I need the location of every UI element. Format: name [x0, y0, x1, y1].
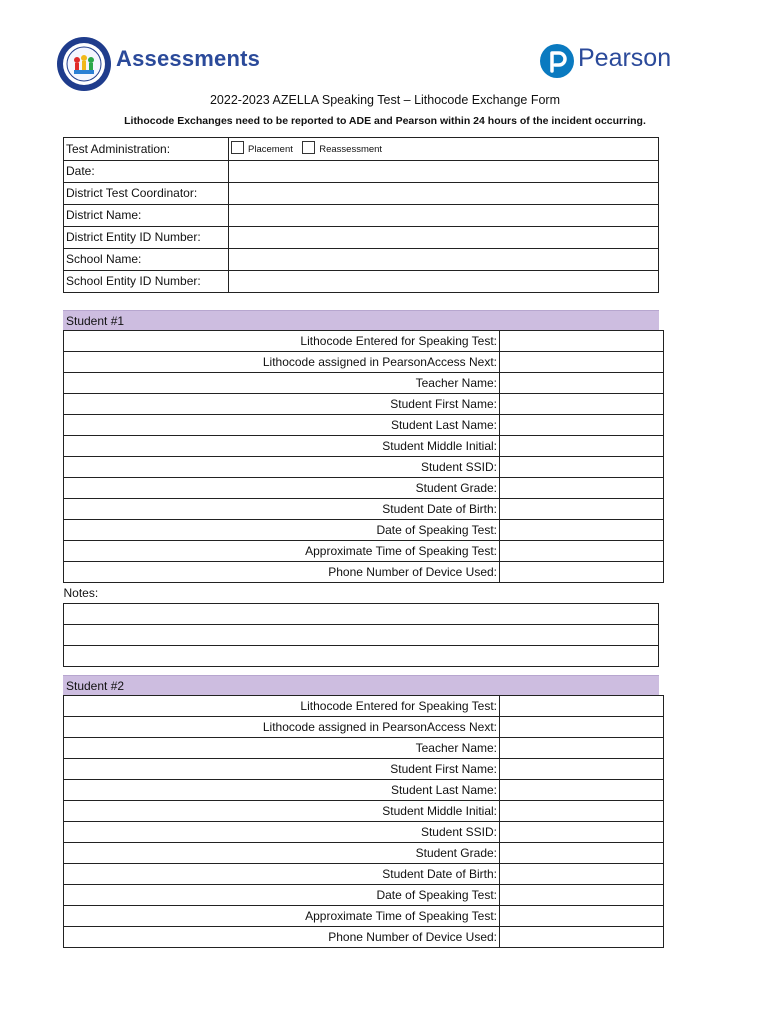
- field-value[interactable]: [500, 717, 664, 738]
- field-label: Lithocode assigned in PearsonAccess Next:: [64, 352, 500, 373]
- field-label: District Name:: [64, 205, 229, 227]
- field-label: Student Date of Birth:: [64, 499, 500, 520]
- field-value[interactable]: [500, 759, 664, 780]
- field-value[interactable]: [500, 541, 664, 562]
- table-row: [64, 520, 664, 541]
- field-value[interactable]: [500, 394, 664, 415]
- table-row: [64, 205, 659, 227]
- table-row: [64, 331, 664, 352]
- field-value[interactable]: [500, 801, 664, 822]
- table-row: [64, 801, 664, 822]
- table-row: [64, 227, 659, 249]
- student-1-notes-table: [63, 583, 659, 667]
- administration-table: [63, 137, 659, 293]
- table-row: [64, 436, 664, 457]
- table-row: [64, 161, 659, 183]
- field-label: Student Date of Birth:: [64, 864, 500, 885]
- field-label: Date of Speaking Test:: [64, 885, 500, 906]
- field-value[interactable]: [500, 822, 664, 843]
- table-row: [64, 541, 664, 562]
- table-row: [64, 822, 664, 843]
- field-value[interactable]: [500, 352, 664, 373]
- student-1-heading: Student #1: [63, 310, 659, 330]
- field-value[interactable]: [500, 780, 664, 801]
- field-label: Student First Name:: [64, 394, 500, 415]
- table-row: [64, 138, 659, 161]
- student-2-table: [63, 695, 664, 948]
- placement-option-label: Placement: [248, 144, 293, 155]
- field-label: District Test Coordinator:: [64, 183, 229, 205]
- form-title: 2022-2023 AZELLA Speaking Test – Lithocode Exchange Form: [209, 93, 560, 107]
- field-label: Student Grade:: [64, 843, 500, 864]
- field-value[interactable]: [500, 843, 664, 864]
- table-row: [64, 457, 664, 478]
- table-row: [64, 478, 664, 499]
- field-value[interactable]: [500, 562, 664, 583]
- school-entity-id-field[interactable]: [229, 271, 659, 293]
- table-row: [64, 249, 659, 271]
- field-value[interactable]: [500, 373, 664, 394]
- field-value[interactable]: [500, 415, 664, 436]
- field-label: School Entity ID Number:: [64, 271, 229, 293]
- district-test-coordinator-field[interactable]: [229, 183, 659, 205]
- table-row: [64, 906, 664, 927]
- field-label: Lithocode Entered for Speaking Test:: [64, 696, 500, 717]
- table-row: [64, 373, 664, 394]
- table-row: [64, 885, 664, 906]
- date-field[interactable]: [229, 161, 659, 183]
- table-row: [64, 646, 659, 667]
- field-value[interactable]: [500, 478, 664, 499]
- field-label: Approximate Time of Speaking Test:: [64, 541, 500, 562]
- form-subtitle: Lithocode Exchanges need to be reported to ADE and Pearson within 24 hours of the incident occurring.: [124, 115, 646, 127]
- field-label: Student Last Name:: [64, 415, 500, 436]
- field-label: Student Grade:: [64, 478, 500, 499]
- field-label: Student SSID:: [64, 822, 500, 843]
- field-label: Student Middle Initial:: [64, 436, 500, 457]
- table-row: [64, 415, 664, 436]
- table-row: [64, 717, 664, 738]
- field-label: Test Administration:: [64, 138, 229, 161]
- school-name-field[interactable]: [229, 249, 659, 271]
- field-value[interactable]: [500, 520, 664, 541]
- field-value[interactable]: [500, 927, 664, 948]
- notes-line[interactable]: [64, 625, 659, 646]
- table-row: [64, 499, 664, 520]
- ade-seal-logo: [56, 36, 112, 92]
- field-label: Teacher Name:: [64, 738, 500, 759]
- table-row: [64, 352, 664, 373]
- field-label: Teacher Name:: [64, 373, 500, 394]
- field-label: Lithocode assigned in PearsonAccess Next:: [64, 717, 500, 738]
- field-label: Date of Speaking Test:: [64, 520, 500, 541]
- reassessment-option-label: Reassessment: [319, 144, 383, 155]
- field-label: School Name:: [64, 249, 229, 271]
- field-label: District Entity ID Number:: [64, 227, 229, 249]
- student-2-heading: Student #2: [63, 675, 659, 695]
- field-label: Phone Number of Device Used:: [64, 562, 500, 583]
- table-row: [64, 394, 664, 415]
- field-value[interactable]: [500, 864, 664, 885]
- field-value[interactable]: [500, 738, 664, 759]
- field-label: Student First Name:: [64, 759, 500, 780]
- test-administration-options: [229, 138, 659, 161]
- student-1-section: [63, 310, 664, 667]
- field-label: Phone Number of Device Used:: [64, 927, 500, 948]
- field-label: Student Last Name:: [64, 780, 500, 801]
- student-1-table: [63, 330, 664, 583]
- pearson-logo-icon: [539, 43, 575, 79]
- field-value[interactable]: [500, 436, 664, 457]
- field-value[interactable]: [500, 499, 664, 520]
- field-label: Lithocode Entered for Speaking Test:: [64, 331, 500, 352]
- field-value[interactable]: [500, 885, 664, 906]
- table-row: [64, 562, 664, 583]
- student-2-section: [63, 675, 664, 948]
- table-row: [64, 604, 659, 625]
- reassessment-checkbox[interactable]: [302, 141, 315, 154]
- placement-checkbox[interactable]: [231, 141, 244, 154]
- field-label: Student Middle Initial:: [64, 801, 500, 822]
- table-row: [64, 583, 659, 604]
- field-value[interactable]: [500, 906, 664, 927]
- field-label: Date:: [64, 161, 229, 183]
- field-label: Approximate Time of Speaking Test:: [64, 906, 500, 927]
- table-row: [64, 183, 659, 205]
- notes-line[interactable]: [64, 604, 659, 625]
- table-row: [64, 696, 664, 717]
- district-entity-id-field[interactable]: [229, 227, 659, 249]
- field-value[interactable]: [500, 457, 664, 478]
- table-row: [64, 927, 664, 948]
- assessments-logo-text: Assessments: [116, 46, 261, 71]
- table-row: [64, 759, 664, 780]
- notes-line[interactable]: [64, 646, 659, 667]
- table-row: [64, 625, 659, 646]
- table-row: [64, 864, 664, 885]
- field-value[interactable]: [500, 696, 664, 717]
- notes-label: Notes:: [63, 586, 99, 600]
- table-row: [64, 738, 664, 759]
- field-value[interactable]: [500, 331, 664, 352]
- table-row: [64, 271, 659, 293]
- table-row: [64, 843, 664, 864]
- field-label: Student SSID:: [64, 457, 500, 478]
- district-name-field[interactable]: [229, 205, 659, 227]
- table-row: [64, 780, 664, 801]
- pearson-logo-text: Pearson: [578, 44, 672, 72]
